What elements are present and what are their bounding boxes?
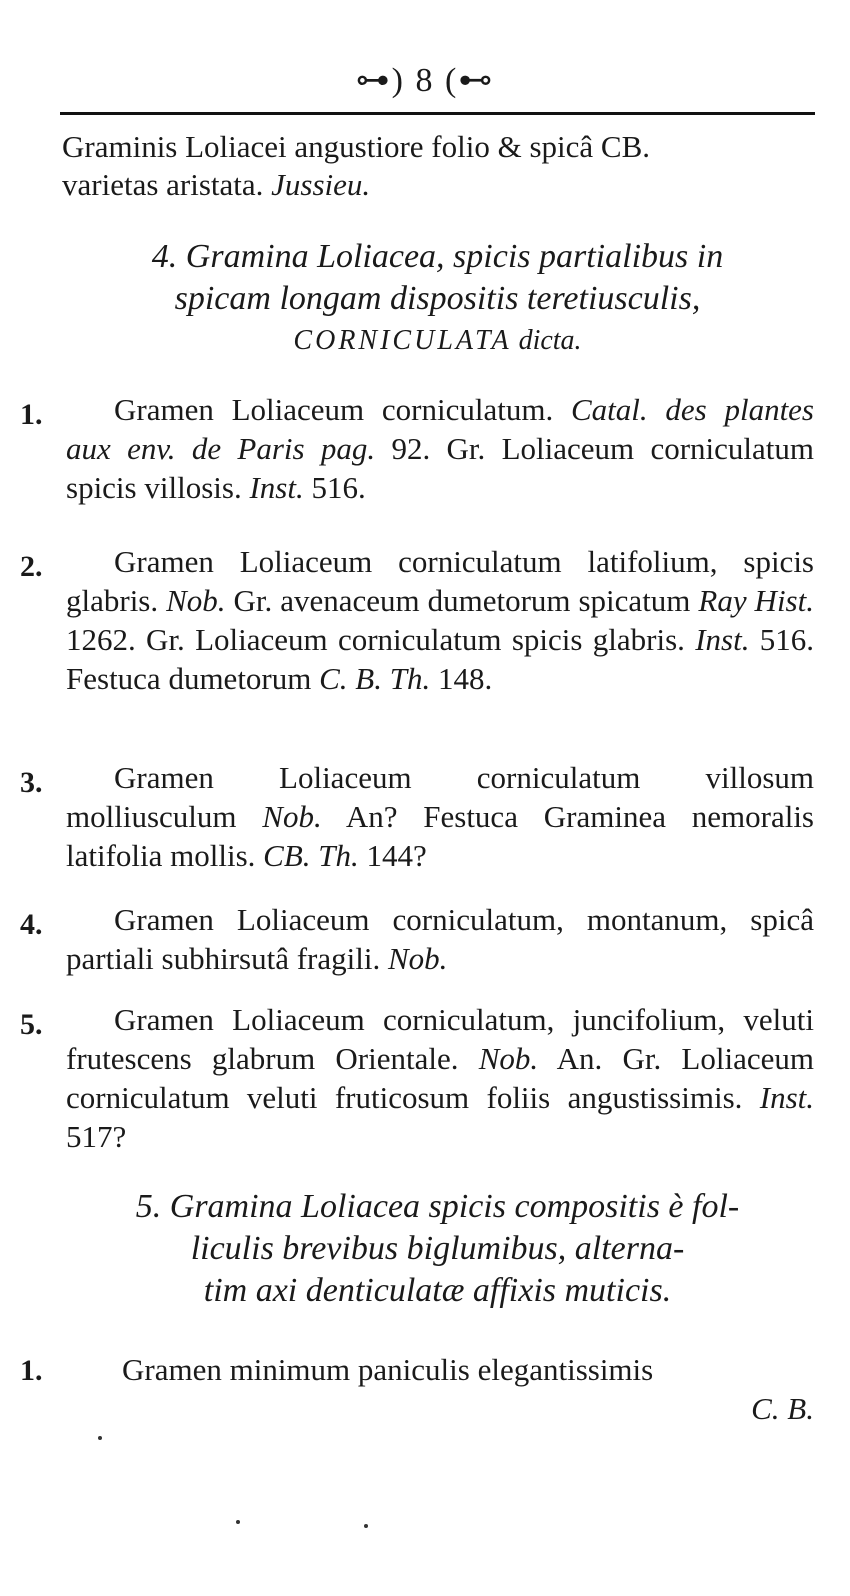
ink-speck xyxy=(364,1524,368,1528)
last-entry-author: C. B. xyxy=(751,1391,814,1426)
section-4-line3 xyxy=(60,320,815,362)
entry-number: 5. xyxy=(20,1008,43,1041)
entry-text xyxy=(66,1000,814,1156)
section-5-number: 5. xyxy=(135,1188,162,1225)
entry-text-run: 1262. Gr. Loliaceum corniculatum spicis glabris. xyxy=(66,622,696,657)
entry-text-run: An. Gr. Loliaceum corniculatum veluti fruticosum foliis angustissimis. xyxy=(66,1041,814,1115)
section-5-line1 xyxy=(60,1186,815,1228)
entry-text-run: 148. xyxy=(430,661,493,696)
carry-over-line1: Graminis Loliacei angustiore folio & spicâ CB. xyxy=(62,129,651,164)
entry-number: 4. xyxy=(20,908,43,941)
citation-italic: CB. Th. xyxy=(263,838,359,873)
entry-text-run: 517? xyxy=(66,1119,127,1154)
header-rule xyxy=(60,112,815,115)
section-5-title-a: Gramina Loliacea spicis compositis è fol- xyxy=(169,1188,740,1225)
entry-text xyxy=(66,390,814,507)
last-entry-number: 1. xyxy=(20,1354,43,1387)
citation-italic: Catal. des plantes aux env. de Paris pag. xyxy=(66,392,814,466)
citation-italic: Nob. xyxy=(387,941,448,976)
citation-italic: C. B. Th. xyxy=(319,661,431,696)
ink-speck xyxy=(236,1520,240,1524)
entry-text xyxy=(66,542,814,698)
carry-over-text xyxy=(62,128,814,204)
entry-text-run: Gramen Loliaceum corniculatum. xyxy=(114,392,571,427)
carry-over-author: Jussieu. xyxy=(271,167,371,202)
entry-text-run: 92. Gr. Loliaceum corniculatum spicis villosis. xyxy=(66,431,814,505)
section-4-number: 4. xyxy=(151,238,178,275)
entry-text-run: Gramen Loliaceum corniculatum latifolium, spicis glabris. xyxy=(66,544,814,618)
section-4-line1 xyxy=(60,236,815,278)
entry-text-run: Gramen Loliaceum corniculatum, montanum, spicâ partiali subhirsutâ fragili. xyxy=(66,902,814,976)
entry-text-run: Gramen Loliaceum corniculatum villosum molliusculum xyxy=(66,760,814,834)
last-entry xyxy=(66,1350,814,1428)
entry-text-run: An? Festuca Graminea nemoralis latifolia mollis. xyxy=(66,799,814,873)
entry-number: 1. xyxy=(20,398,43,431)
citation-italic: Inst. xyxy=(249,470,304,505)
carry-over-line2 xyxy=(62,166,814,204)
entry-text xyxy=(66,758,814,875)
last-entry-text: Gramen minimum paniculis elegantissimis xyxy=(122,1352,654,1387)
section-4-heading xyxy=(60,236,815,362)
citation-italic: Nob. xyxy=(166,583,226,618)
section-4-title-a: Gramina Loliacea, spicis partialibus in xyxy=(185,238,724,275)
ink-speck xyxy=(98,1436,102,1440)
citation-italic: Inst. xyxy=(759,1080,814,1115)
section-4-title-b: spicam longam dispositis teretiusculis, xyxy=(174,280,701,317)
entry-text-run: Gr. avenaceum dumetorum spicatum xyxy=(225,583,699,618)
entry-number: 2. xyxy=(20,550,43,583)
citation-italic: Inst. xyxy=(695,622,750,657)
entry-text-run: 516. Festuca dumetorum xyxy=(66,622,814,696)
page-header: ⊶) 8 (⊷ xyxy=(355,62,495,99)
entry-text-run: Gramen Loliaceum corniculatum, juncifolium, veluti frutescens glabrum Orientale. xyxy=(66,1002,814,1076)
citation-italic: Nob. xyxy=(478,1041,539,1076)
section-5-title-b: liculis brevibus biglumibus, alterna- xyxy=(190,1230,685,1267)
section-5-title-c: tim axi denticulatæ affixis muticis. xyxy=(203,1272,672,1309)
entry-text-run: 144? xyxy=(358,838,427,873)
carry-over-line2-text: varietas aristata. xyxy=(62,167,264,202)
entry-number: 3. xyxy=(20,766,43,799)
citation-italic: Ray Hist. xyxy=(698,583,814,618)
entry-text xyxy=(66,900,814,978)
citation-italic: Nob. xyxy=(262,799,322,834)
entry-text-run: 516. xyxy=(303,470,366,505)
section-5-heading xyxy=(60,1186,815,1312)
section-4-title-c: dicta. xyxy=(518,325,582,356)
section-4-title-sc: CORNICULATA xyxy=(293,325,512,356)
